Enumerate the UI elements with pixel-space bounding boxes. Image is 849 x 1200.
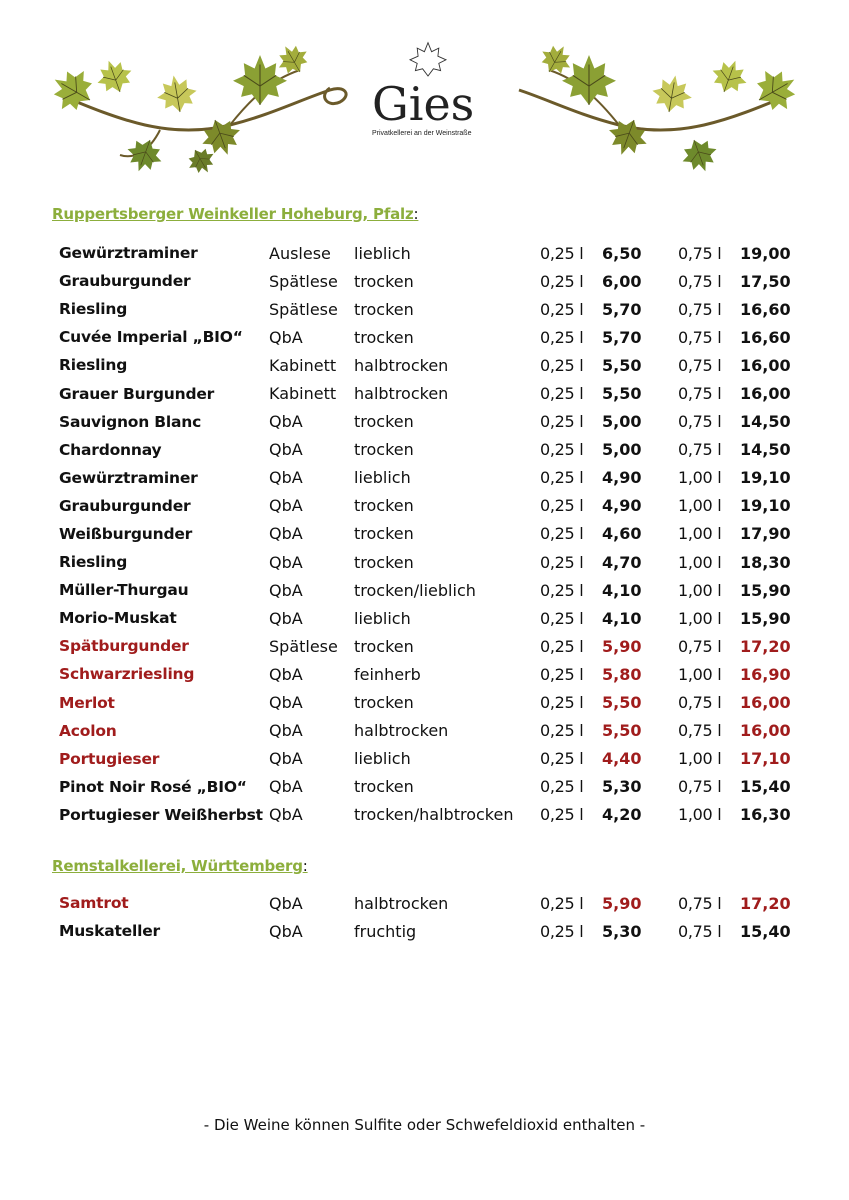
- wine-row: [52, 745, 791, 773]
- wine-quality: QbA: [269, 749, 303, 769]
- price-small: 5,50: [602, 693, 642, 713]
- volume-small: 0,25 l: [540, 496, 584, 516]
- price-small: 5,50: [602, 384, 642, 404]
- price-small: 5,50: [602, 721, 642, 741]
- wine-style: trocken: [354, 271, 414, 291]
- price-large: 16,00: [740, 355, 791, 375]
- wine-quality: QbA: [269, 524, 303, 544]
- wine-name: Schwarzriesling: [59, 665, 195, 684]
- wine-row: [52, 604, 791, 632]
- wine-quality: QbA: [269, 412, 303, 432]
- wine-name: Portugieser: [59, 749, 160, 768]
- volume-large: 1,00 l: [678, 608, 722, 628]
- volume-large: 1,00 l: [678, 580, 722, 600]
- wine-row: [52, 323, 791, 351]
- wine-row: [52, 351, 791, 379]
- volume-large: 1,00 l: [678, 496, 722, 516]
- price-large: 15,90: [740, 580, 791, 600]
- price-small: 4,10: [602, 580, 642, 600]
- price-small: 5,30: [602, 921, 642, 941]
- volume-small: 0,25 l: [540, 921, 584, 941]
- section-title-pfalz: [52, 205, 418, 223]
- volume-large: 1,00 l: [678, 805, 722, 825]
- wine-row: [52, 632, 791, 660]
- volume-small: 0,25 l: [540, 524, 584, 544]
- logo-tagline: Privatkellerei an der Weinstraße: [372, 130, 472, 137]
- wine-quality: Spätlese: [269, 636, 338, 656]
- wine-quality: QbA: [269, 664, 303, 684]
- price-large: 17,90: [740, 524, 791, 544]
- volume-large: 0,75 l: [678, 271, 722, 291]
- volume-small: 0,25 l: [540, 636, 584, 656]
- wine-table-pfalz: [52, 239, 791, 829]
- price-large: 16,00: [740, 693, 791, 713]
- section-title-colon: :: [302, 857, 308, 875]
- wine-style: trocken: [354, 777, 414, 797]
- wine-name: Sauvignon Blanc: [59, 412, 202, 431]
- wine-style: trocken: [354, 496, 414, 516]
- price-large: 17,50: [740, 271, 791, 291]
- wine-name: Grauburgunder: [59, 496, 191, 515]
- volume-large: 0,75 l: [678, 636, 722, 656]
- wine-quality: Spätlese: [269, 299, 338, 319]
- price-small: 6,50: [602, 243, 642, 263]
- wine-name: Riesling: [59, 553, 128, 572]
- wine-name: Weißburgunder: [59, 524, 193, 543]
- section-title-wuerttemberg: [52, 857, 308, 875]
- logo-leaf-icon: [410, 43, 446, 76]
- wine-name: Grauburgunder: [59, 272, 191, 291]
- wine-style: trocken: [354, 636, 414, 656]
- price-large: 16,30: [740, 805, 791, 825]
- footer-note: - Die Weine können Sulfite oder Schwefeldioxid enthalten -: [203, 1116, 646, 1134]
- wine-row: [52, 520, 791, 548]
- volume-small: 0,25 l: [540, 805, 584, 825]
- volume-small: 0,25 l: [540, 552, 584, 572]
- wine-row: [52, 576, 791, 604]
- price-large: 19,10: [740, 468, 791, 488]
- wine-quality: QbA: [269, 777, 303, 797]
- wine-name: Pinot Noir Rosé „BIO“: [59, 777, 247, 796]
- volume-small: 0,25 l: [540, 664, 584, 684]
- wine-row: [52, 689, 791, 717]
- price-small: 6,00: [602, 271, 642, 291]
- price-large: 17,10: [740, 749, 791, 769]
- volume-large: 0,75 l: [678, 243, 722, 263]
- wine-quality: Kabinett: [269, 384, 337, 404]
- price-large: 15,90: [740, 608, 791, 628]
- wine-style: lieblich: [354, 749, 411, 769]
- wine-name: Muskateller: [59, 922, 160, 941]
- wine-style: trocken: [354, 440, 414, 460]
- wine-quality: QbA: [269, 893, 303, 913]
- wine-quality: QbA: [269, 721, 303, 741]
- price-large: 15,40: [740, 777, 791, 797]
- wine-style: lieblich: [354, 468, 411, 488]
- price-small: 4,70: [602, 552, 642, 572]
- price-small: 4,10: [602, 608, 642, 628]
- volume-large: 0,75 l: [678, 921, 722, 941]
- wine-row: [52, 436, 791, 464]
- wine-name: Riesling: [59, 300, 128, 319]
- wine-style: halbtrocken: [354, 355, 449, 375]
- wine-style: feinherb: [354, 664, 421, 684]
- volume-large: 0,75 l: [678, 693, 722, 713]
- volume-large: 0,75 l: [678, 893, 722, 913]
- wine-row: [52, 660, 791, 688]
- header: [0, 0, 849, 180]
- wine-row: [52, 239, 791, 267]
- wine-name: Gewürztraminer: [59, 468, 198, 487]
- price-small: 5,90: [602, 893, 642, 913]
- volume-large: 0,75 l: [678, 355, 722, 375]
- section-title-text: Remstalkellerei, Württemberg: [52, 857, 303, 875]
- wine-quality: QbA: [269, 921, 303, 941]
- left-vine-icon: [44, 38, 346, 179]
- wine-name: Morio-Muskat: [59, 609, 177, 628]
- vine-ornament: [0, 0, 849, 180]
- price-large: 16,60: [740, 327, 791, 347]
- price-small: 5,50: [602, 355, 642, 375]
- wine-style: halbtrocken: [354, 893, 449, 913]
- wine-style: trocken: [354, 299, 414, 319]
- volume-large: 1,00 l: [678, 468, 722, 488]
- price-small: 5,90: [602, 636, 642, 656]
- volume-large: 0,75 l: [678, 299, 722, 319]
- volume-small: 0,25 l: [540, 412, 584, 432]
- wine-row: [52, 379, 791, 407]
- price-large: 18,30: [740, 552, 791, 572]
- wine-style: trocken: [354, 524, 414, 544]
- price-small: 4,60: [602, 524, 642, 544]
- volume-small: 0,25 l: [540, 327, 584, 347]
- volume-large: 0,75 l: [678, 412, 722, 432]
- price-large: 19,10: [740, 496, 791, 516]
- wine-row: [52, 267, 791, 295]
- section-title-colon: :: [413, 205, 419, 223]
- wine-style: trocken: [354, 693, 414, 713]
- price-large: 14,50: [740, 412, 791, 432]
- volume-small: 0,25 l: [540, 693, 584, 713]
- wine-name: Chardonnay: [59, 440, 162, 459]
- volume-large: 1,00 l: [678, 664, 722, 684]
- wine-name: Riesling: [59, 356, 128, 375]
- volume-large: 0,75 l: [678, 777, 722, 797]
- right-vine-icon: [519, 38, 805, 177]
- wine-row: [52, 464, 791, 492]
- wine-quality: QbA: [269, 580, 303, 600]
- wine-quality: QbA: [269, 552, 303, 572]
- volume-small: 0,25 l: [540, 299, 584, 319]
- price-small: 5,00: [602, 440, 642, 460]
- wine-row: [52, 717, 791, 745]
- volume-small: 0,25 l: [540, 271, 584, 291]
- price-small: 4,20: [602, 805, 642, 825]
- wine-name: Müller-Thurgau: [59, 581, 189, 600]
- price-large: 14,50: [740, 440, 791, 460]
- price-small: 4,90: [602, 496, 642, 516]
- price-large: 17,20: [740, 893, 791, 913]
- price-small: 5,80: [602, 664, 642, 684]
- price-large: 16,90: [740, 664, 791, 684]
- volume-small: 0,25 l: [540, 749, 584, 769]
- wine-table-wuerttemberg: [52, 889, 791, 945]
- volume-small: 0,25 l: [540, 580, 584, 600]
- wine-row: [52, 889, 791, 917]
- volume-small: 0,25 l: [540, 893, 584, 913]
- price-large: 17,20: [740, 636, 791, 656]
- wine-name: Spätburgunder: [59, 637, 189, 656]
- price-large: 16,00: [740, 721, 791, 741]
- price-small: 4,40: [602, 749, 642, 769]
- wine-name: Merlot: [59, 693, 115, 712]
- volume-small: 0,25 l: [540, 721, 584, 741]
- volume-small: 0,25 l: [540, 608, 584, 628]
- wine-style: fruchtig: [354, 921, 417, 941]
- volume-large: 1,00 l: [678, 524, 722, 544]
- wine-name: Portugieser Weißherbst: [59, 805, 263, 824]
- wine-style: halbtrocken: [354, 384, 449, 404]
- volume-large: 0,75 l: [678, 384, 722, 404]
- price-large: 19,00: [740, 243, 791, 263]
- wine-quality: Kabinett: [269, 355, 337, 375]
- wine-row: [52, 492, 791, 520]
- wine-style: trocken: [354, 412, 414, 432]
- price-small: 5,70: [602, 299, 642, 319]
- price-small: 5,30: [602, 777, 642, 797]
- wine-style: halbtrocken: [354, 721, 449, 741]
- wine-style: trocken/lieblich: [354, 580, 476, 600]
- wine-style: trocken: [354, 327, 414, 347]
- price-large: 16,60: [740, 299, 791, 319]
- wine-row: [52, 408, 791, 436]
- volume-large: 1,00 l: [678, 552, 722, 572]
- volume-large: 1,00 l: [678, 749, 722, 769]
- wine-style: lieblich: [354, 243, 411, 263]
- wine-name: Gewürztraminer: [59, 244, 198, 263]
- price-small: 5,00: [602, 412, 642, 432]
- wine-quality: QbA: [269, 693, 303, 713]
- wine-quality: QbA: [269, 496, 303, 516]
- volume-small: 0,25 l: [540, 384, 584, 404]
- wine-quality: QbA: [269, 440, 303, 460]
- wine-style: trocken/halbtrocken: [354, 805, 514, 825]
- wine-name: Samtrot: [59, 894, 129, 913]
- volume-large: 0,75 l: [678, 721, 722, 741]
- wine-style: lieblich: [354, 608, 411, 628]
- volume-large: 0,75 l: [678, 327, 722, 347]
- wine-row: [52, 548, 791, 576]
- wine-quality: QbA: [269, 327, 303, 347]
- wine-quality: QbA: [269, 805, 303, 825]
- volume-small: 0,25 l: [540, 440, 584, 460]
- wine-row: [52, 801, 791, 829]
- volume-small: 0,25 l: [540, 355, 584, 375]
- wine-row: [52, 295, 791, 323]
- wine-row: [52, 773, 791, 801]
- wine-name: Acolon: [59, 721, 117, 740]
- wine-quality: Auslese: [269, 243, 331, 263]
- volume-small: 0,25 l: [540, 777, 584, 797]
- volume-small: 0,25 l: [540, 468, 584, 488]
- wine-quality: QbA: [269, 608, 303, 628]
- section-title-text: Ruppertsberger Weinkeller Hoheburg, Pfalz: [52, 205, 414, 223]
- volume-large: 0,75 l: [678, 440, 722, 460]
- wine-style: trocken: [354, 552, 414, 572]
- wine-row: [52, 917, 791, 945]
- volume-small: 0,25 l: [540, 243, 584, 263]
- price-large: 15,40: [740, 921, 791, 941]
- wine-quality: Spätlese: [269, 271, 338, 291]
- logo-text: Gies: [372, 77, 475, 131]
- price-small: 5,70: [602, 327, 642, 347]
- price-small: 4,90: [602, 468, 642, 488]
- price-large: 16,00: [740, 384, 791, 404]
- wine-name: Cuvée Imperial „BIO“: [59, 328, 243, 347]
- wine-name: Grauer Burgunder: [59, 384, 215, 403]
- wine-quality: QbA: [269, 468, 303, 488]
